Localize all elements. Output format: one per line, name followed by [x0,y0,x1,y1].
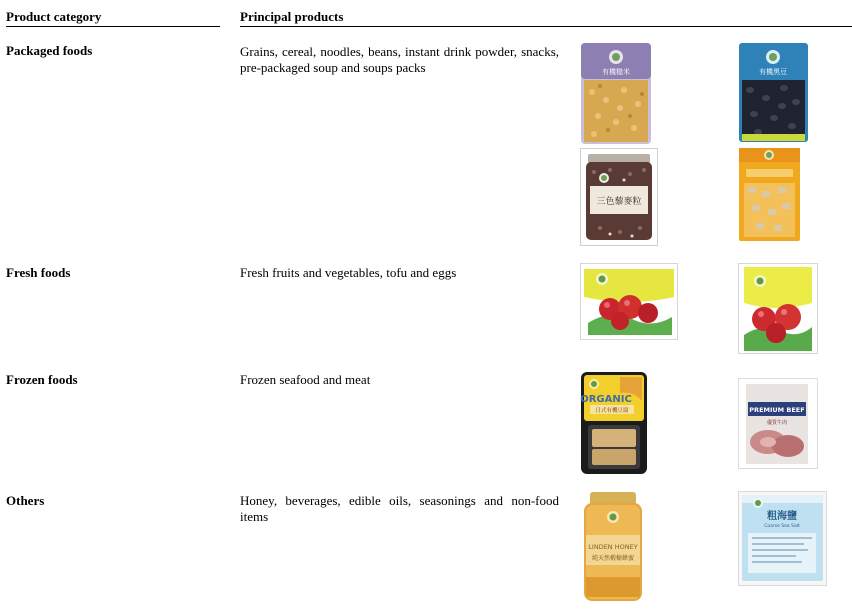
grain-bag-photo [580,42,652,145]
organic-tray-photo [580,371,648,475]
grain-bag-label: 有機糙米 [602,68,630,76]
header-divider-left [6,26,220,27]
quinoa-jar-photo [580,148,658,246]
honey-sub-label: 純天然椴樹蜂蜜 [591,555,635,562]
beef-sub-label: 優質牛肉 [766,420,788,426]
organic-label: ORGANIC [580,394,632,405]
category-frozen-foods: Frozen foods [6,372,78,387]
salt-label: 粗海鹽 [767,511,797,522]
category-packaged-foods: Packaged foods [6,43,93,58]
premium-beef-photo [738,378,818,469]
beef-label: PREMIUM BEEF [749,406,805,414]
honey-label: LINDEN HONEY [588,543,638,551]
category-fresh-foods: Fresh foods [6,265,71,280]
organic-sub-label: 日式有機豆腐 [595,408,629,414]
beans-bag-label: 有機黑豆 [759,68,787,76]
apples-bag-photo [738,263,818,354]
black-beans-bag-photo [738,42,809,143]
snack-bag-photo [738,147,801,242]
products-frozen-foods: Frozen seafood and meat [240,372,371,387]
category-others: Others [6,493,45,508]
sea-salt-photo [738,491,827,586]
jar-label: 三色藜麥粒 [596,197,642,207]
tomatoes-bag-photo [580,263,678,340]
linden-honey-photo [580,491,646,603]
products-others: Honey, beverages, edible oils, seasonings and non-food items [240,493,559,524]
header-divider-right [240,26,852,27]
header-principal-products: Principal products [240,9,344,24]
salt-sub-label: Coarse Sea Salt [764,524,800,529]
products-fresh-foods: Fresh fruits and vegetables, tofu and eggs [240,265,457,280]
products-packaged-foods: Grains, cereal, noodles, beans, instant drink powder, snacks, pre-packaged soup and soups packs [240,44,559,75]
header-product-category: Product category [6,9,102,24]
